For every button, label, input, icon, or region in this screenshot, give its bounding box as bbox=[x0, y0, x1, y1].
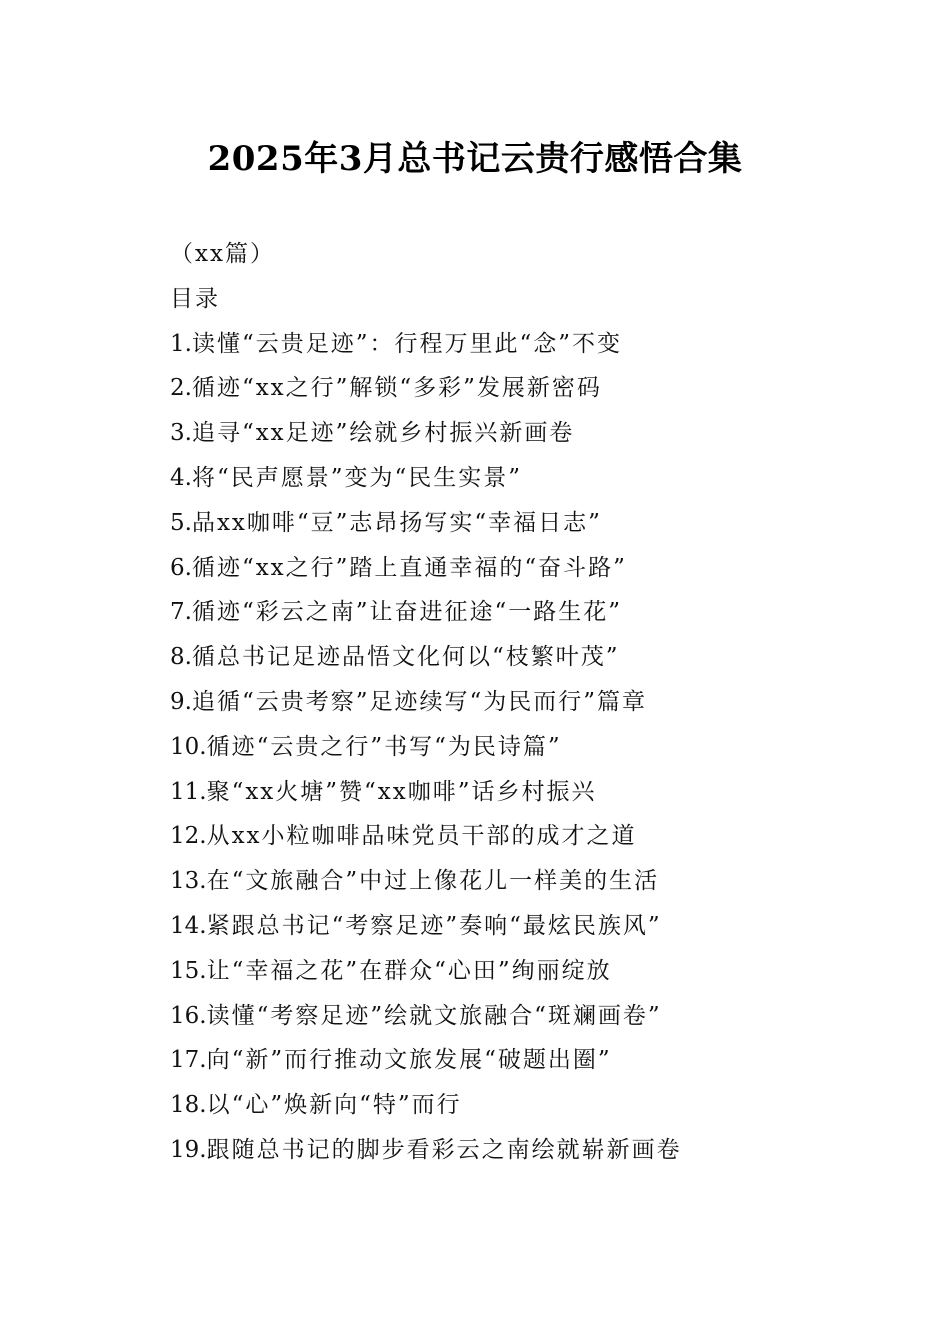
toc-heading: 目录 bbox=[170, 285, 220, 312]
toc-item-text: 品xx咖啡“豆”志昂扬写实“幸福日志” bbox=[191, 509, 602, 536]
toc-item-text: 向“新”而行推动文旅发展“破题出圈” bbox=[206, 1047, 612, 1074]
toc-item bbox=[170, 904, 890, 949]
toc-item-text: 追寻“xx足迹”绘就乡村振兴新画卷 bbox=[191, 420, 575, 447]
toc-item bbox=[170, 411, 890, 456]
toc-item bbox=[170, 770, 890, 815]
toc-item bbox=[170, 635, 890, 680]
toc-item-text: 在“文旅融合”中过上像花儿一样美的生活 bbox=[206, 868, 660, 895]
toc-item-number: 17. bbox=[170, 1047, 207, 1074]
toc-item-number: 14. bbox=[170, 912, 207, 939]
toc-item-text: 聚“xx火塘”赞“xx咖啡”话乡村振兴 bbox=[206, 778, 597, 805]
toc-item-text: 循迹“彩云之南”让奋进征途“一路生花” bbox=[191, 599, 622, 626]
toc-item-number: 15. bbox=[170, 957, 207, 984]
toc-item-text: 让“幸福之花”在群众“心田”绚丽绽放 bbox=[206, 957, 612, 984]
toc-item-text: 循迹“云贵之行”书写“为民诗篇” bbox=[206, 733, 562, 760]
toc-item bbox=[170, 725, 890, 770]
toc-item-number: 1. bbox=[170, 330, 192, 357]
toc-item-number: 6. bbox=[170, 554, 192, 581]
toc-item bbox=[170, 949, 890, 994]
toc-item bbox=[170, 590, 890, 635]
toc-item-number: 13. bbox=[170, 868, 207, 895]
toc-item-number: 18. bbox=[170, 1092, 207, 1119]
subtitle: （xx篇） bbox=[170, 241, 275, 267]
table-of-contents bbox=[170, 322, 890, 1173]
toc-item-number: 5. bbox=[170, 509, 192, 536]
toc-item bbox=[170, 501, 890, 546]
toc-item-number: 7. bbox=[170, 599, 192, 626]
document-title: 2025年3月总书记云贵行感悟合集 bbox=[207, 139, 743, 179]
toc-item-text: 循迹“xx之行”踏上直通幸福的“奋斗路” bbox=[191, 554, 627, 581]
toc-item bbox=[170, 814, 890, 859]
toc-item bbox=[170, 1038, 890, 1083]
toc-item-text: 读懂“云贵足迹”：行程万里此“念”不变 bbox=[191, 330, 622, 357]
toc-item bbox=[170, 1083, 890, 1128]
toc-item bbox=[170, 994, 890, 1039]
toc-item-text: 循总书记足迹品悟文化何以“枝繁叶茂” bbox=[191, 644, 620, 671]
document-body bbox=[170, 232, 890, 1173]
toc-item bbox=[170, 1128, 890, 1173]
toc-item bbox=[170, 456, 890, 501]
toc-item-text: 以“心”焕新向“特”而行 bbox=[206, 1092, 462, 1119]
toc-item-number: 12. bbox=[170, 823, 207, 850]
toc-item-text: 紧跟总书记“考察足迹”奏响“最炫民族风” bbox=[206, 912, 662, 939]
toc-item-number: 2. bbox=[170, 375, 192, 402]
toc-item bbox=[170, 322, 890, 367]
toc-item-number: 3. bbox=[170, 420, 192, 447]
toc-item-number: 8. bbox=[170, 644, 192, 671]
toc-item-number: 16. bbox=[170, 1002, 207, 1029]
toc-item-number: 11. bbox=[170, 778, 207, 805]
toc-item-number: 19. bbox=[170, 1136, 207, 1163]
toc-item-text: 追循“云贵考察”足迹续写“为民而行”篇章 bbox=[191, 688, 647, 715]
toc-item-text: 跟随总书记的脚步看彩云之南绘就崭新画卷 bbox=[206, 1136, 682, 1163]
toc-item bbox=[170, 366, 890, 411]
toc-item bbox=[170, 859, 890, 904]
toc-item-text: 将“民声愿景”变为“民生实景” bbox=[191, 464, 522, 491]
toc-item bbox=[170, 680, 890, 725]
toc-item bbox=[170, 546, 890, 591]
toc-item-number: 9. bbox=[170, 688, 192, 715]
toc-item-number: 4. bbox=[170, 464, 192, 491]
toc-item-text: 读懂“考察足迹”绘就文旅融合“斑斓画卷” bbox=[206, 1002, 662, 1029]
toc-item-number: 10. bbox=[170, 733, 207, 760]
toc-item-text: 从xx小粒咖啡品味党员干部的成才之道 bbox=[206, 823, 637, 850]
toc-item-text: 循迹“xx之行”解锁“多彩”发展新密码 bbox=[191, 375, 602, 402]
